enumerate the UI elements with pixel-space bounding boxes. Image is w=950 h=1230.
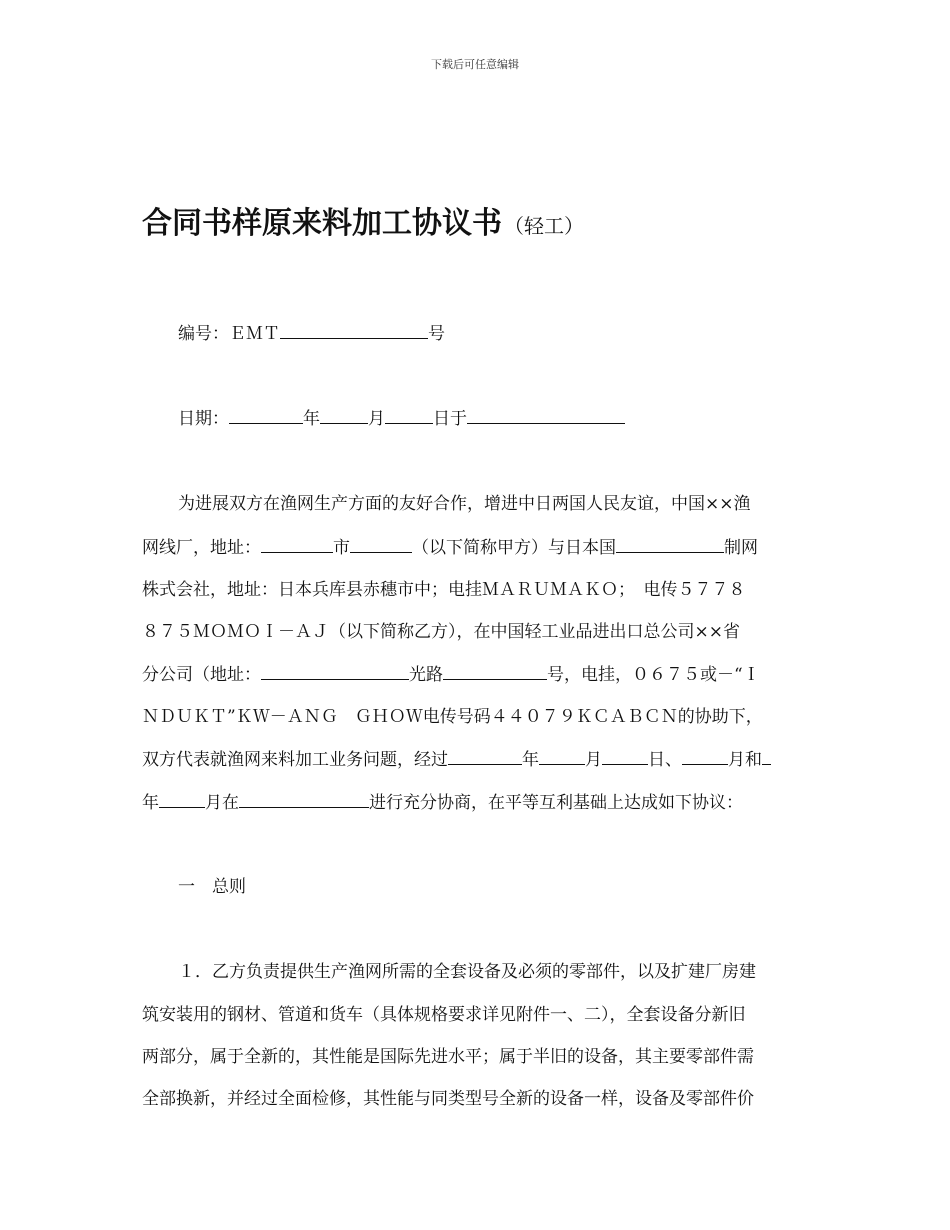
date-year: 年 <box>303 409 320 429</box>
company-blank <box>616 536 724 553</box>
date-day-blank <box>385 407 433 424</box>
meeting-month2-blank <box>682 748 728 765</box>
page-header: 下载后可任意编辑 <box>431 58 519 71</box>
intro-line-7: 双方代表就渔网来料加工业务问题，经过 年 月 日、 月和 <box>142 748 822 771</box>
date-month-blank <box>320 407 368 424</box>
intro-line-8: 年 月在 进行充分协商，在平等互利基础上达成如下协议： <box>142 793 743 813</box>
number-label: 编号：ＥＭＴ <box>178 324 280 344</box>
meeting-year-blank <box>448 748 522 765</box>
clause1-line-3: 两部分，属于全新的，其性能是国际先进水平；属于半旧的设备，其主要零部件需 <box>142 1047 754 1067</box>
clause1-line-2: 筑安装用的钢材、管道和货车（具体规格要求详见附件一、二），全套设备分新旧 <box>142 1005 746 1025</box>
intro-line-1: 为进展双方在渔网生产方面的友好合作，增进中日两国人民友谊，中国××渔 <box>178 494 751 514</box>
meeting-month-blank <box>539 748 585 765</box>
date-day-at: 日于 <box>433 409 467 429</box>
number-line <box>178 322 858 345</box>
intro-line-3: 株式会社，地址：日本兵库县赤穗市中；电挂ＭＡＲＵＭＡＫＯ； 电传５７７８ <box>142 580 746 600</box>
date-month: 月 <box>368 409 385 429</box>
street-number-blank <box>443 663 547 680</box>
meeting-place-blank <box>239 791 369 808</box>
title-sub: （轻工） <box>504 214 584 238</box>
intro-line-5: 分公司（地址： 光路 号，电挂，０６７５或－“Ｉ <box>142 665 760 685</box>
date-label: 日期： <box>178 409 229 429</box>
meeting-trailing-blank <box>762 748 771 765</box>
city-blank <box>261 536 333 553</box>
number-suffix: 号 <box>428 324 445 344</box>
intro-line-2: 网线厂，地址： 市 （以下简称甲方）与日本国 制网 <box>142 538 758 558</box>
document-title <box>142 198 584 242</box>
date-year-blank <box>229 407 303 424</box>
branch-address-blank <box>261 663 409 680</box>
clause1-line-4: 全部换新，并经过全面检修，其性能与同类型号全新的设备一样，设备及零部件价 <box>142 1089 754 1109</box>
address-blank <box>350 536 412 553</box>
intro-line-4: ８７５ＭＯＭＯＩ－ＡＪ（以下简称乙方），在中国轻工业品进出口总公司××省 <box>142 622 740 642</box>
clause1-line-1: １．乙方负责提供生产渔网所需的全套设备及必须的零部件，以及扩建厂房建 <box>178 962 756 982</box>
number-blank <box>280 322 428 339</box>
date-place-blank <box>467 407 625 424</box>
intro-line-6: ＮＤＵＫＴ”ＫＷ－ＡＮＧ ＧＨＯＷ电传号码４４０７９ＫＣＡＢＣＮ的协助下， <box>142 707 763 727</box>
title-main: 合同书样原来料加工协议书 <box>142 206 502 241</box>
meeting-month3-blank <box>159 791 205 808</box>
meeting-day-blank <box>602 748 648 765</box>
section-heading-general: 一 总则 <box>178 877 246 897</box>
date-line <box>178 407 858 430</box>
